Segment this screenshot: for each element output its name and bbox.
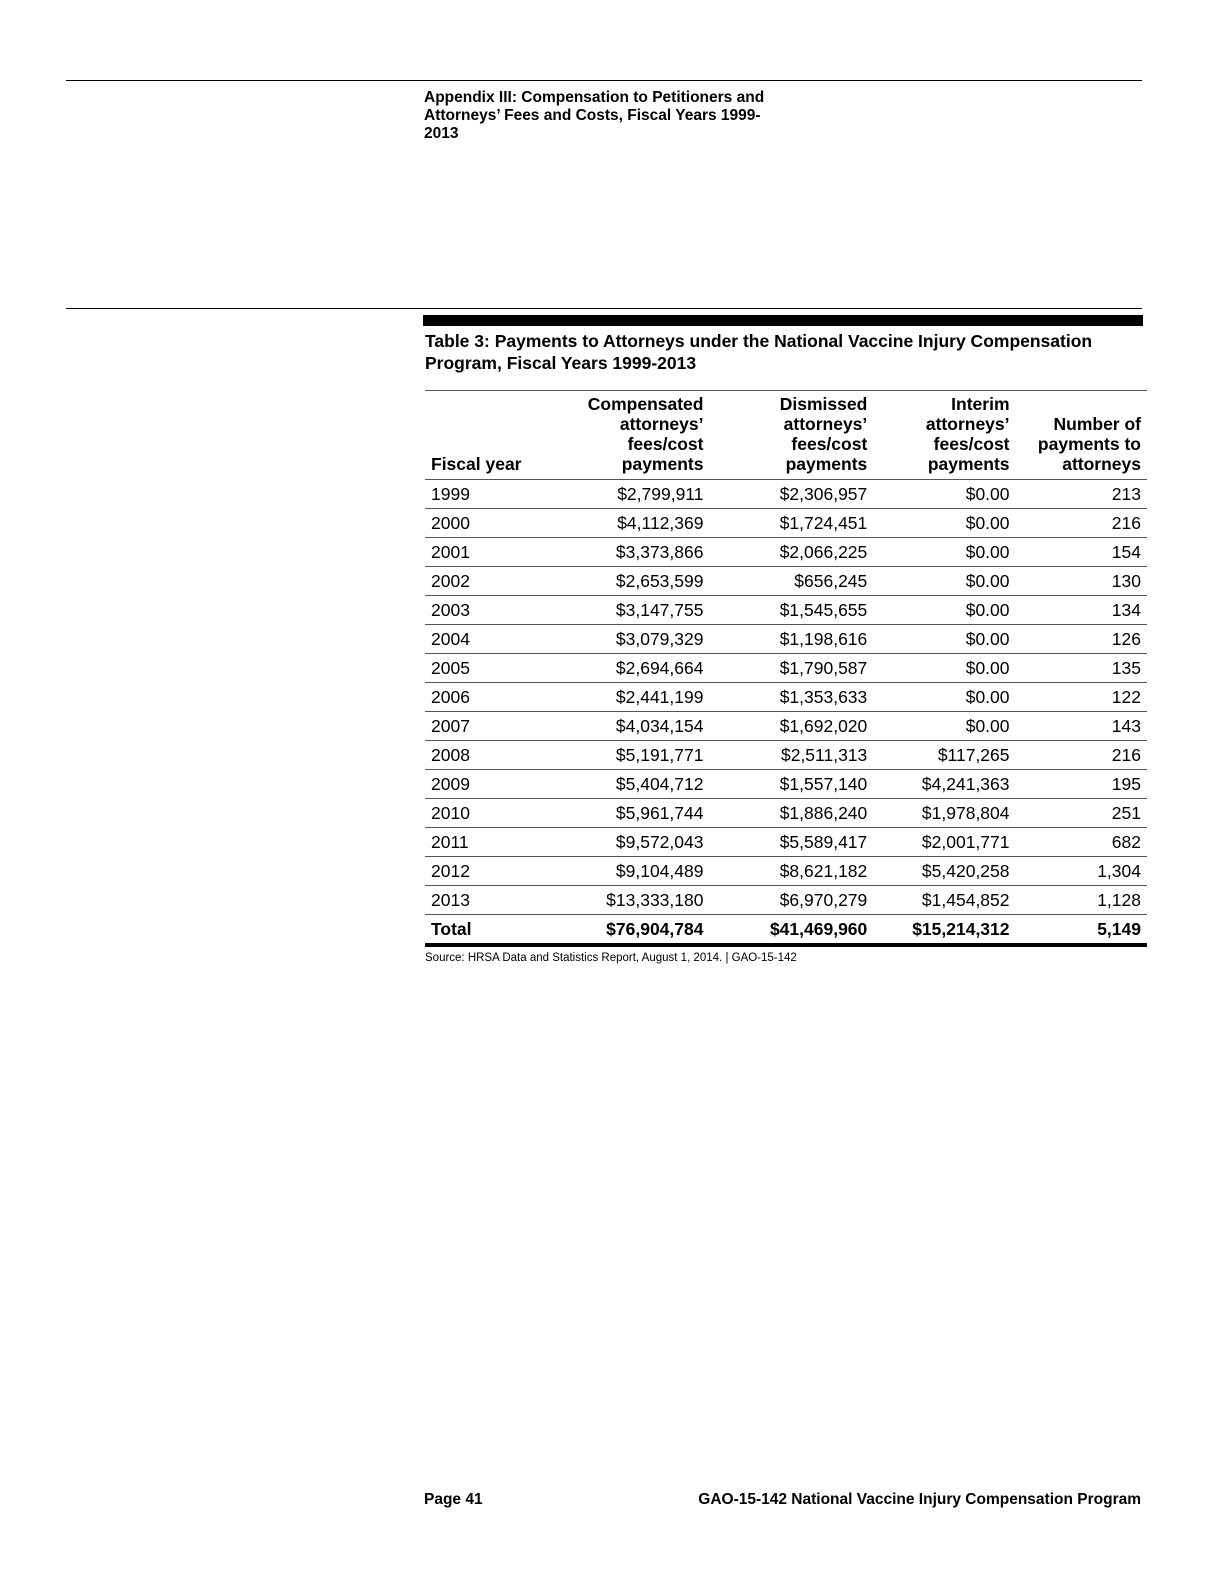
cell-interim: $1,978,804: [873, 799, 1015, 828]
cell-dismissed: $656,245: [709, 567, 873, 596]
cell-compensated: $5,961,744: [546, 799, 710, 828]
cell-number-of-payments: 122: [1016, 683, 1147, 712]
cell-interim: $0.00: [873, 509, 1015, 538]
total-cell-dismissed: $41,469,960: [709, 915, 873, 946]
cell-fiscal-year: 2000: [425, 509, 546, 538]
cell-fiscal-year: 2001: [425, 538, 546, 567]
cell-number-of-payments: 216: [1016, 509, 1147, 538]
cell-number-of-payments: 195: [1016, 770, 1147, 799]
cell-number-of-payments: 213: [1016, 480, 1147, 509]
top-rule: [66, 80, 1142, 81]
header-interim: Interim attorneys’ fees/cost payments: [873, 391, 1015, 480]
cell-dismissed: $1,545,655: [709, 596, 873, 625]
cell-dismissed: $6,970,279: [709, 886, 873, 915]
table-row: [425, 712, 1147, 741]
cell-compensated: $2,653,599: [546, 567, 710, 596]
cell-interim: $0.00: [873, 654, 1015, 683]
table-row: [425, 625, 1147, 654]
table-row: [425, 886, 1147, 915]
cell-compensated: $3,079,329: [546, 625, 710, 654]
total-cell-number-of-payments: 5,149: [1016, 915, 1147, 946]
table-row: [425, 857, 1147, 886]
cell-interim: $0.00: [873, 596, 1015, 625]
table-row: [425, 770, 1147, 799]
cell-dismissed: $5,589,417: [709, 828, 873, 857]
cell-compensated: $3,373,866: [546, 538, 710, 567]
table-row: [425, 509, 1147, 538]
cell-number-of-payments: 216: [1016, 741, 1147, 770]
cell-number-of-payments: 130: [1016, 567, 1147, 596]
cell-compensated: $4,112,369: [546, 509, 710, 538]
payments-table: [425, 390, 1147, 947]
cell-interim: $0.00: [873, 538, 1015, 567]
cell-interim: $4,241,363: [873, 770, 1015, 799]
cell-fiscal-year: 2010: [425, 799, 546, 828]
cell-dismissed: $1,724,451: [709, 509, 873, 538]
total-cell-fiscal-year: Total: [425, 915, 546, 946]
cell-number-of-payments: 135: [1016, 654, 1147, 683]
cell-number-of-payments: 251: [1016, 799, 1147, 828]
header-dismissed: Dismissed attorneys’ fees/cost payments: [709, 391, 873, 480]
cell-number-of-payments: 1,128: [1016, 886, 1147, 915]
cell-fiscal-year: 2013: [425, 886, 546, 915]
cell-interim: $2,001,771: [873, 828, 1015, 857]
cell-number-of-payments: 1,304: [1016, 857, 1147, 886]
cell-compensated: $13,333,180: [546, 886, 710, 915]
table-top-bar: [423, 315, 1143, 326]
cell-fiscal-year: 2007: [425, 712, 546, 741]
cell-compensated: $2,799,911: [546, 480, 710, 509]
cell-compensated: $3,147,755: [546, 596, 710, 625]
cell-dismissed: $2,306,957: [709, 480, 873, 509]
cell-dismissed: $1,353,633: [709, 683, 873, 712]
cell-fiscal-year: 2011: [425, 828, 546, 857]
cell-compensated: $2,694,664: [546, 654, 710, 683]
cell-dismissed: $2,066,225: [709, 538, 873, 567]
cell-dismissed: $1,198,616: [709, 625, 873, 654]
cell-compensated: $4,034,154: [546, 712, 710, 741]
cell-compensated: $5,404,712: [546, 770, 710, 799]
cell-fiscal-year: 2002: [425, 567, 546, 596]
source-note: Source: HRSA Data and Statistics Report, August 1, 2014. | GAO-15-142: [425, 952, 797, 964]
total-cell-compensated: $76,904,784: [546, 915, 710, 946]
table-header-row: [425, 391, 1147, 480]
cell-compensated: $9,572,043: [546, 828, 710, 857]
table-row: [425, 480, 1147, 509]
cell-interim: $0.00: [873, 625, 1015, 654]
cell-dismissed: $1,557,140: [709, 770, 873, 799]
cell-interim: $0.00: [873, 712, 1015, 741]
header-number-of-payments: Number of payments to attorneys: [1016, 391, 1147, 480]
cell-interim: $5,420,258: [873, 857, 1015, 886]
cell-interim: $117,265: [873, 741, 1015, 770]
cell-compensated: $2,441,199: [546, 683, 710, 712]
cell-fiscal-year: 1999: [425, 480, 546, 509]
cell-fiscal-year: 2005: [425, 654, 546, 683]
cell-interim: $0.00: [873, 567, 1015, 596]
cell-fiscal-year: 2004: [425, 625, 546, 654]
cell-interim: $0.00: [873, 480, 1015, 509]
section-rule: [66, 308, 1142, 309]
cell-compensated: $9,104,489: [546, 857, 710, 886]
table-row: [425, 567, 1147, 596]
report-title: GAO-15-142 National Vaccine Injury Compensation Program: [698, 1491, 1141, 1508]
page-number: Page 41: [424, 1491, 483, 1508]
appendix-title: Appendix III: Compensation to Petitioners and Attorneys’ Fees and Costs, Fiscal Years 1999-2013: [424, 89, 765, 142]
cell-interim: $0.00: [873, 683, 1015, 712]
table-row: [425, 741, 1147, 770]
table-title: Table 3: Payments to Attorneys under the National Vaccine Injury Compensation Program, Fiscal Years 1999-2013: [425, 331, 1093, 373]
cell-dismissed: $2,511,313: [709, 741, 873, 770]
cell-compensated: $5,191,771: [546, 741, 710, 770]
table-row: [425, 654, 1147, 683]
total-cell-interim: $15,214,312: [873, 915, 1015, 946]
cell-number-of-payments: 143: [1016, 712, 1147, 741]
cell-number-of-payments: 682: [1016, 828, 1147, 857]
table-row: [425, 538, 1147, 567]
cell-number-of-payments: 154: [1016, 538, 1147, 567]
table-row: [425, 799, 1147, 828]
table-container: [425, 390, 1147, 947]
table-row: [425, 596, 1147, 625]
table-total-row: [425, 915, 1147, 946]
table-row: [425, 828, 1147, 857]
header-compensated: Compensated attorneys’ fees/cost payments: [546, 391, 710, 480]
table-row: [425, 683, 1147, 712]
cell-fiscal-year: 2008: [425, 741, 546, 770]
cell-fiscal-year: 2006: [425, 683, 546, 712]
table-body: [425, 480, 1147, 946]
cell-number-of-payments: 126: [1016, 625, 1147, 654]
cell-dismissed: $1,692,020: [709, 712, 873, 741]
cell-number-of-payments: 134: [1016, 596, 1147, 625]
cell-fiscal-year: 2009: [425, 770, 546, 799]
cell-fiscal-year: 2003: [425, 596, 546, 625]
cell-dismissed: $8,621,182: [709, 857, 873, 886]
cell-dismissed: $1,886,240: [709, 799, 873, 828]
cell-interim: $1,454,852: [873, 886, 1015, 915]
header-fiscal-year: Fiscal year: [425, 391, 546, 480]
cell-fiscal-year: 2012: [425, 857, 546, 886]
cell-dismissed: $1,790,587: [709, 654, 873, 683]
